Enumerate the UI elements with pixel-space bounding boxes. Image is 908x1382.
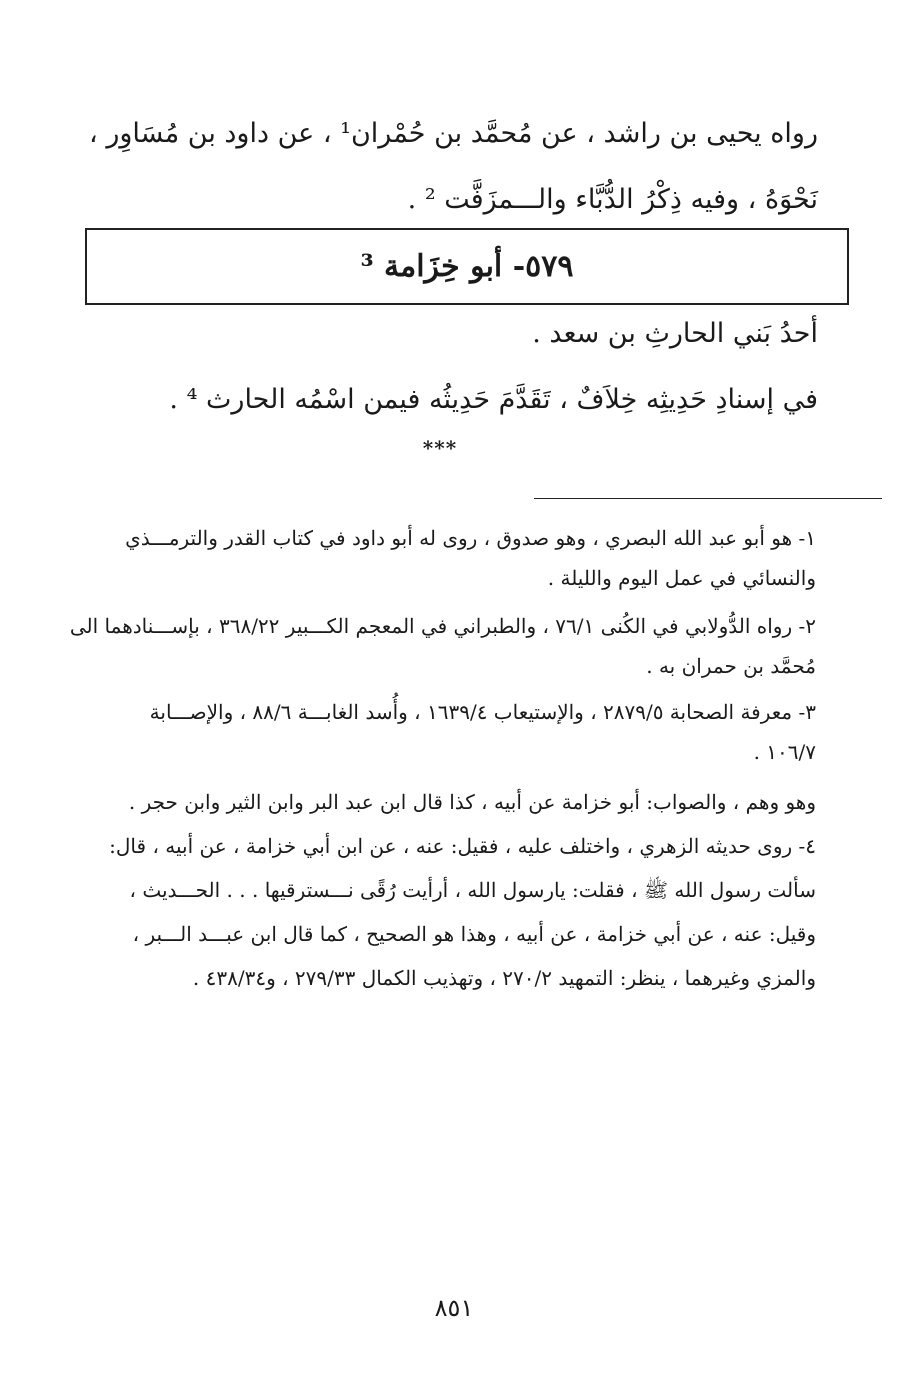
footnote-line-11: والمزي وغيرهما ، ينظر: التمهيد ٢٧٠/٢ ، وتهذيب الكمال ٢٧٩/٣٣ ، و٤٣٨/٣٤ . (192, 966, 816, 990)
footnote-line-5: ٣- معرفة الصحابة ٢٨٧٩/٥ ، والإستيعاب ١٦٣٩/٤ ، وأُسد الغابـــة ٨٨/٦ ، والإصـــابة (149, 700, 816, 724)
footnote-line-8: ٤- روى حديثه الزهري ، واختلف عليه ، فقيل: عنه ، عن ابن أبي خزامة ، عن أبيه ، قال: (109, 834, 816, 858)
footnote-line-10: وقيل: عنه ، عن أبي خزامة ، عن أبيه ، وهذا هو الصحيح ، كما قال ابن عبـــد الـــبر ، (132, 922, 816, 946)
entry-title-box (85, 228, 849, 305)
page-number: ٨٥١ (434, 1294, 474, 1322)
body-line-2: نَحْوَهُ ، وفيه ذِكْرُ الدُّبَّاء والـــمزَفَّت ² . (407, 184, 818, 215)
footnote-line-7: وهو وهم ، والصواب: أبو خزامة عن أبيه ، كذا قال ابن عبد البر وابن الثير وابن حجر . (128, 790, 816, 814)
body-line-1: رواه يحيى بن راشد ، عن مُحمَّد بن حُمْران¹ ، عن داود بن مُسَاوِر ، (89, 118, 818, 149)
footnote-separator-line (534, 498, 882, 499)
section-separator-stars: *** (422, 436, 458, 460)
footnote-line-1: ١- هو أبو عبد الله البصري ، وهو صدوق ، روى له أبو داود في كتاب القدر والترمـــذي (125, 526, 816, 550)
footnote-line-9: سألت رسول الله ﷺ ، فقلت: يارسول الله ، أرأيت رُقًى نـــسترقيها . . . الحـــديث ، (129, 878, 816, 902)
footnote-line-4: مُحمَّد بن حمران به . (646, 654, 816, 678)
footnote-line-3: ٢- رواه الدُّولابي في الكُنى ٧٦/١ ، والطبراني في المعجم الكـــبير ٣٦٨/٢٢ ، بإســـنادهما الى (69, 614, 816, 638)
footnote-line-2: والنسائي في عمل اليوم والليلة . (547, 566, 816, 590)
entry-line-2: في إسنادِ حَدِيثِه خِلاَفٌ ، تَقَدَّمَ حَدِيثُه فيمن اسْمُه الحارث ⁴ . (169, 384, 818, 415)
entry-title: ٥٧٩- أبو خِزَامة ³ (360, 249, 574, 284)
entry-line-1: أحدُ بَني الحارثِ بن سعد . (532, 318, 818, 349)
footnote-line-6: ١٠٦/٧ . (753, 740, 816, 764)
